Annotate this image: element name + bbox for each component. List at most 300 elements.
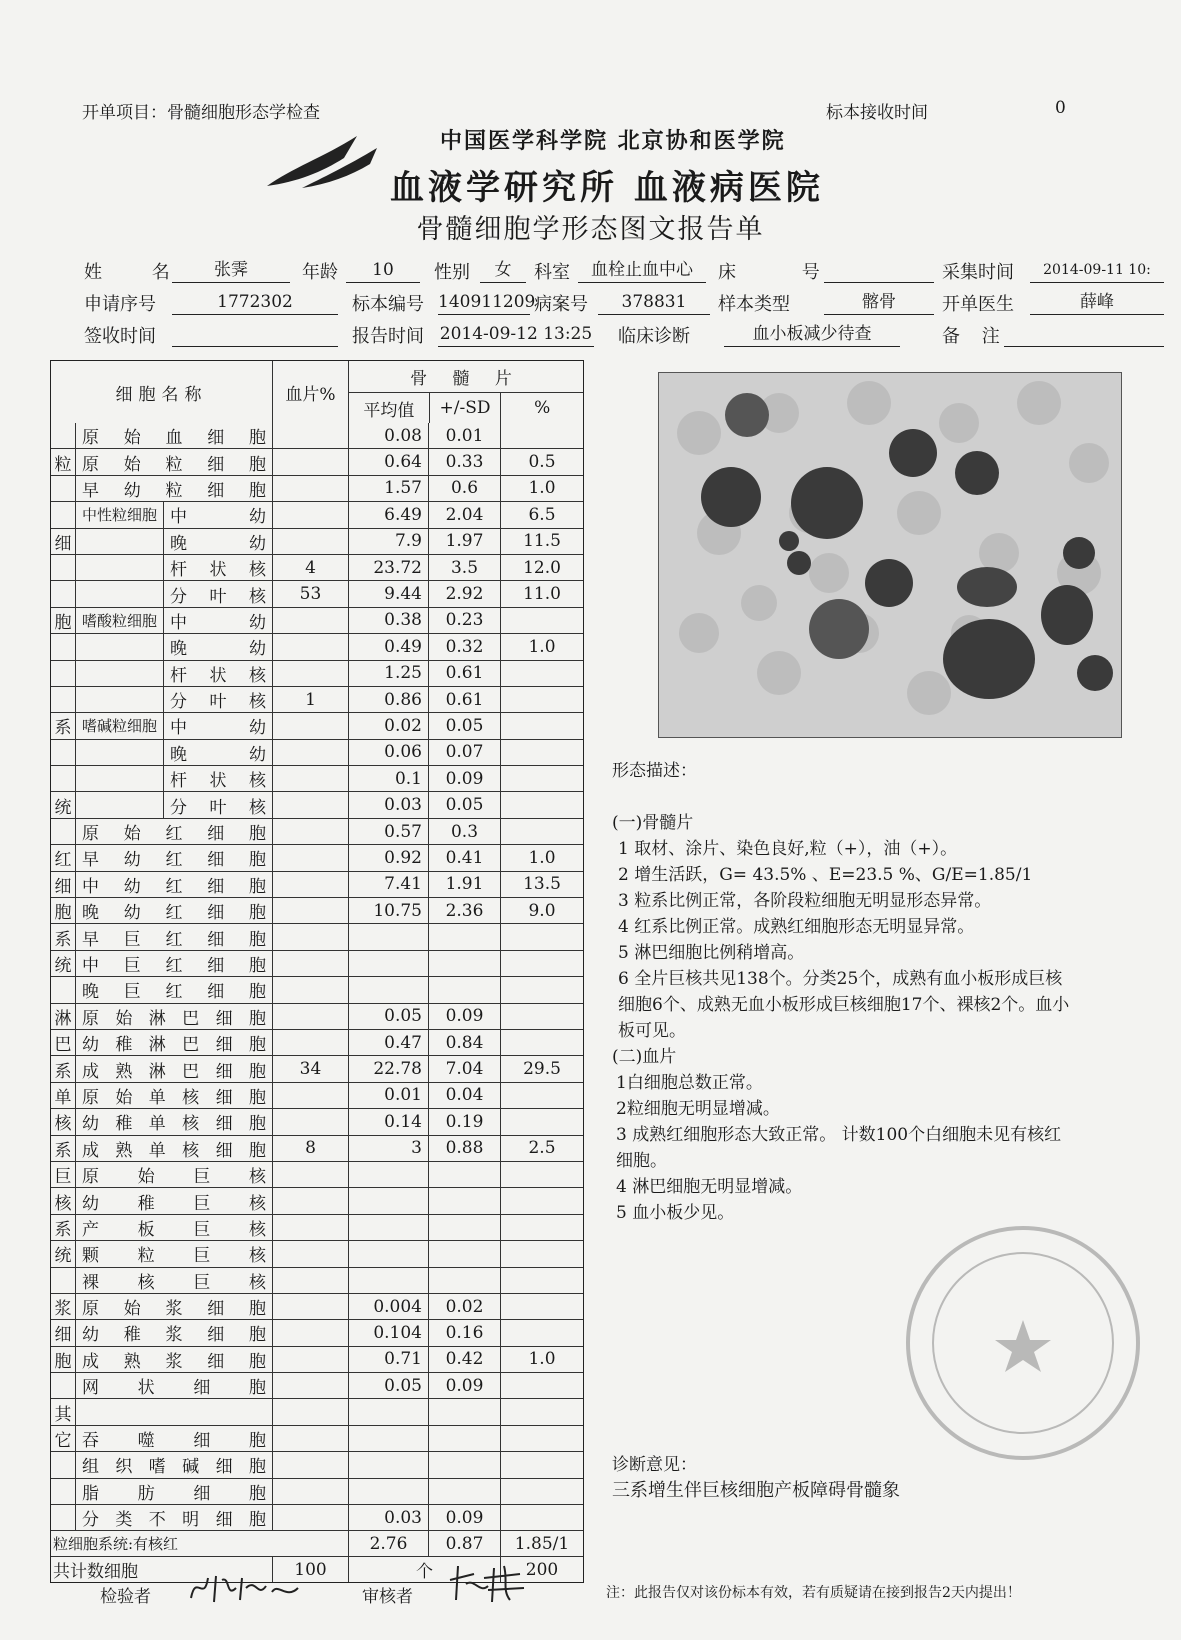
table-row <box>51 1346 583 1372</box>
marrow-findings <box>618 836 1069 1044</box>
cell-name: 颗 粒 巨 核 <box>75 1241 272 1266</box>
blood-pct <box>272 1505 348 1530</box>
report-time-value: 2014-09-12 13:25 <box>438 322 594 347</box>
marrow-sd <box>428 1399 500 1424</box>
receive-time-label: 标本接收时间 <box>826 103 928 123</box>
table-row <box>51 844 583 870</box>
reviewer-signature-icon <box>444 1560 534 1606</box>
marrow-sd: 0.3 <box>428 819 500 844</box>
table-row <box>51 1108 583 1134</box>
group-cell: 核 <box>54 1193 72 1214</box>
note-value <box>1004 322 1164 347</box>
marrow-mean <box>348 1426 428 1451</box>
marrow-pct <box>500 1426 583 1451</box>
cell-name: 分 叶 核 <box>163 687 272 712</box>
group-cell: 其 <box>54 1404 72 1425</box>
cell-name: 中 幼 <box>163 713 272 738</box>
group-cell <box>51 1479 75 1504</box>
blood-pct: 8 <box>272 1136 348 1161</box>
table-row <box>51 712 583 738</box>
blood-pct: 1 <box>272 687 348 712</box>
cell-name: 早 巨 红 细 胞 <box>75 924 272 949</box>
marrow-pct: 11.0 <box>500 581 583 606</box>
marrow-mean: 0.02 <box>348 713 428 738</box>
subgroup-cell <box>75 661 163 686</box>
dept-value: 血栓止血中心 <box>578 258 706 283</box>
header-blood: 血片% <box>272 361 348 423</box>
group-cell <box>51 476 75 501</box>
table-row <box>51 501 583 527</box>
marrow-finding: 板可见。 <box>618 1021 686 1041</box>
report-time-label: 报告时间 <box>352 326 424 347</box>
marrow-mean: 0.38 <box>348 608 428 633</box>
marrow-sd: 2.36 <box>428 898 500 923</box>
marrow-mean <box>348 1452 428 1477</box>
blood-pct <box>272 766 348 791</box>
marrow-mean: 0.01 <box>348 1083 428 1108</box>
group-cell: 细 <box>54 533 72 554</box>
table-row <box>51 1187 583 1213</box>
group-cell <box>51 581 75 606</box>
blood-pct <box>272 977 348 1002</box>
marrow-mean: 22.78 <box>348 1056 428 1081</box>
bed-value <box>824 258 934 283</box>
marrow-pct <box>500 1241 583 1266</box>
examiner-signature-icon <box>186 1568 306 1608</box>
table-row <box>51 791 583 817</box>
group-cell <box>51 555 75 580</box>
hospital-logo-icon <box>262 128 382 196</box>
cell-name: 中 幼 <box>163 608 272 633</box>
table-row <box>51 1055 583 1081</box>
subgroup-cell: 嗜酸粒细胞 <box>75 608 163 633</box>
marrow-pct: 0.5 <box>500 449 583 474</box>
marrow-pct <box>500 423 583 448</box>
sample-type-value: 髂骨 <box>824 290 934 315</box>
table-row <box>51 1240 583 1266</box>
table-row <box>51 1319 583 1345</box>
blood-finding: 细胞。 <box>616 1151 667 1171</box>
cell-name: 原 始 血 细 胞 <box>75 423 272 448</box>
group-cell: 浆 <box>54 1299 72 1320</box>
marrow-sd: 1.91 <box>428 872 500 897</box>
marrow-pct <box>500 1162 583 1187</box>
marrow-sd: 3.5 <box>428 555 500 580</box>
order-item: 开单项目：骨髓细胞形态学检查 <box>82 103 320 123</box>
reviewer-label: 审核者 <box>362 1587 413 1607</box>
cell-name: 晚 幼 <box>163 740 272 765</box>
marrow-sd: 0.23 <box>428 608 500 633</box>
marrow-pct: 1.0 <box>500 845 583 870</box>
group-cell <box>51 1452 75 1477</box>
marrow-mean: 0.08 <box>348 423 428 448</box>
table-row <box>51 554 583 580</box>
marrow-finding: 1 取材、涂片、染色良好,粒（+），油（+）。 <box>618 839 958 859</box>
table-row <box>51 633 583 659</box>
marrow-pct <box>500 608 583 633</box>
marrow-pct <box>500 1109 583 1134</box>
blood-pct <box>272 1030 348 1055</box>
sex-label: 性别 <box>434 262 470 283</box>
cell-name: 中 巨 红 细 胞 <box>75 951 272 976</box>
group-cell: 系 <box>54 929 72 950</box>
cell-name: 晚 巨 红 细 胞 <box>75 977 272 1002</box>
ratio-row <box>51 1530 583 1556</box>
sex-value: 女 <box>480 258 526 283</box>
cell-name: 分 类 不 明 细 胞 <box>75 1505 272 1530</box>
marrow-mean: 0.05 <box>348 1004 428 1029</box>
header-sd: +/-SD <box>429 393 501 423</box>
cell-name: 成 熟 浆 细 胞 <box>75 1347 272 1372</box>
marrow-mean: 0.47 <box>348 1030 428 1055</box>
group-cell <box>51 423 75 448</box>
doctor-label: 开单医生 <box>942 294 1014 315</box>
table-row <box>51 976 583 1002</box>
table-row <box>51 1372 583 1398</box>
group-cell: 系 <box>54 718 72 739</box>
table-row <box>51 1003 583 1029</box>
institution-line2: 血液学研究所 血液病医院 <box>390 168 824 208</box>
blood-finding: 4 淋巴细胞无明显增减。 <box>616 1177 803 1197</box>
cell-name: 幼 稚 淋 巴 细 胞 <box>75 1030 272 1055</box>
marrow-finding: 5 淋巴细胞比例稍增高。 <box>618 943 805 963</box>
diag-label: 临床诊断 <box>618 326 690 347</box>
marrow-sd <box>428 1479 500 1504</box>
marrow-pct <box>500 1479 583 1504</box>
marrow-mean: 0.03 <box>348 1505 428 1530</box>
cell-name: 杆 状 核 <box>163 661 272 686</box>
cell-name: 成 熟 单 核 细 胞 <box>75 1136 272 1161</box>
blood-pct <box>272 1452 348 1477</box>
marrow-mean: 0.64 <box>348 449 428 474</box>
blood-pct <box>272 1399 348 1424</box>
marrow-pct <box>500 951 583 976</box>
total-blood: 100 <box>272 1557 348 1582</box>
subgroup-cell <box>75 581 163 606</box>
bed-label: 床 号 <box>718 262 850 283</box>
blood-pct <box>272 713 348 738</box>
conclusion-label: 诊断意见： <box>612 1455 697 1475</box>
blood-pct <box>272 608 348 633</box>
case-label: 病案号 <box>534 294 588 315</box>
marrow-sd <box>428 924 500 949</box>
cell-count-table <box>50 360 584 1583</box>
bone-marrow-micrograph <box>658 372 1122 738</box>
blood-pct <box>272 502 348 527</box>
marrow-pct <box>500 713 583 738</box>
group-cell: 胞 <box>54 612 72 633</box>
conclusion-text: 三系增生伴巨核细胞产板障碍骨髓象 <box>612 1480 900 1501</box>
blood-pct <box>272 1188 348 1213</box>
marrow-mean: 3 <box>348 1136 428 1161</box>
marrow-pct <box>500 661 583 686</box>
cell-name: 幼 稚 单 核 细 胞 <box>75 1109 272 1134</box>
specimen-no-label: 标本编号 <box>352 294 424 315</box>
marrow-sd <box>428 1452 500 1477</box>
blood-pct <box>272 423 348 448</box>
marrow-mean: 9.44 <box>348 581 428 606</box>
group-cell: 胞 <box>54 903 72 924</box>
marrow-pct <box>500 1294 583 1319</box>
table-row <box>51 686 583 712</box>
marrow-sd <box>428 1241 500 1266</box>
dept-label: 科室 <box>534 262 570 283</box>
receive-time-value: 0 <box>1055 98 1066 118</box>
cell-name: 晚 幼 <box>163 634 272 659</box>
marrow-mean: 0.86 <box>348 687 428 712</box>
blood-pct <box>272 792 348 817</box>
age-label: 年龄 <box>302 262 338 283</box>
marrow-mean: 10.75 <box>348 898 428 923</box>
table-row <box>51 950 583 976</box>
marrow-mean <box>348 951 428 976</box>
marrow-sd <box>428 1268 500 1293</box>
marrow-mean: 0.92 <box>348 845 428 870</box>
blood-finding: 3 成熟红细胞形态大致正常。 计数100个白细胞未见有核红 <box>616 1125 1062 1145</box>
group-cell <box>51 1268 75 1293</box>
table-row <box>51 923 583 949</box>
specimen-no-value: 140911209 <box>438 290 530 315</box>
blood-pct <box>272 1373 348 1398</box>
marrow-pct <box>500 766 583 791</box>
ratio-sd: 0.87 <box>428 1531 500 1556</box>
blood-pct <box>272 661 348 686</box>
ratio-label: 粒细胞系统:有核红 <box>53 1535 179 1554</box>
marrow-pct: 1.0 <box>500 476 583 501</box>
marrow-mean: 0.49 <box>348 634 428 659</box>
group-cell: 单 <box>54 1087 72 1108</box>
req-label: 申请序号 <box>84 294 156 315</box>
marrow-sd <box>428 977 500 1002</box>
marrow-pct <box>500 819 583 844</box>
marrow-sd: 0.19 <box>428 1109 500 1134</box>
marrow-pct <box>500 740 583 765</box>
group-cell: 统 <box>54 797 72 818</box>
group-cell: 核 <box>54 1114 72 1135</box>
table-row <box>51 897 583 923</box>
cell-name: 网 状 细 胞 <box>75 1373 272 1398</box>
table-row <box>51 1267 583 1293</box>
seal-stamp <box>906 1226 1140 1460</box>
blood-pct <box>272 476 348 501</box>
marrow-title: (一)骨髓片 <box>612 813 694 833</box>
marrow-mean: 6.49 <box>348 502 428 527</box>
marrow-mean: 1.57 <box>348 476 428 501</box>
blood-pct <box>272 1479 348 1504</box>
marrow-sd: 2.04 <box>428 502 500 527</box>
cell-name: 晚 幼 红 细 胞 <box>75 898 272 923</box>
marrow-sd: 0.6 <box>428 476 500 501</box>
table-row <box>51 580 583 606</box>
marrow-sd <box>428 1188 500 1213</box>
blood-pct <box>272 529 348 554</box>
marrow-sd: 0.84 <box>428 1030 500 1055</box>
marrow-mean: 0.1 <box>348 766 428 791</box>
group-cell: 系 <box>54 1219 72 1240</box>
table-row <box>51 739 583 765</box>
cell-name <box>75 1399 272 1424</box>
group-cell: 系 <box>54 1061 72 1082</box>
marrow-mean <box>348 1215 428 1240</box>
table-row <box>51 1214 583 1240</box>
marrow-pct: 2.5 <box>500 1136 583 1161</box>
group-cell <box>51 819 75 844</box>
marrow-sd: 0.16 <box>428 1320 500 1345</box>
table-row <box>51 528 583 554</box>
header-pct: % <box>500 393 583 423</box>
blood-pct <box>272 1320 348 1345</box>
diag-value: 血小板减少待查 <box>724 322 900 347</box>
cell-name: 原 始 浆 细 胞 <box>75 1294 272 1319</box>
cell-name: 早 幼 粒 细 胞 <box>75 476 272 501</box>
note-label: 备 注 <box>942 326 1008 347</box>
cell-name: 原 始 淋 巴 细 胞 <box>75 1004 272 1029</box>
blood-title: (二)血片 <box>612 1047 677 1067</box>
subgroup-cell <box>75 766 163 791</box>
marrow-sd: 0.61 <box>428 687 500 712</box>
table-row <box>51 1478 583 1504</box>
marrow-pct <box>500 924 583 949</box>
group-cell: 粒 <box>54 454 72 475</box>
group-cell <box>51 661 75 686</box>
blood-pct <box>272 1347 348 1372</box>
group-cell: 红 <box>54 850 72 871</box>
group-cell <box>51 1373 75 1398</box>
marrow-mean <box>348 1162 428 1187</box>
group-cell: 它 <box>54 1431 72 1452</box>
marrow-mean <box>348 924 428 949</box>
marrow-sd: 0.02 <box>428 1294 500 1319</box>
collect-value: 2014-09-11 10: <box>1030 258 1164 283</box>
table-row <box>51 1425 583 1451</box>
group-cell: 系 <box>54 1140 72 1161</box>
marrow-mean <box>348 977 428 1002</box>
group-cell <box>51 740 75 765</box>
blood-pct <box>272 1426 348 1451</box>
blood-finding: 2粒细胞无明显增减。 <box>616 1099 780 1119</box>
group-cell <box>51 687 75 712</box>
cell-name: 早 幼 红 细 胞 <box>75 845 272 870</box>
marrow-pct: 29.5 <box>500 1056 583 1081</box>
marrow-pct <box>500 1399 583 1424</box>
name-label: 姓 名 <box>84 262 192 283</box>
table-row <box>51 448 583 474</box>
cell-name: 组 织 嗜 碱 细 胞 <box>75 1452 272 1477</box>
marrow-sd: 0.01 <box>428 423 500 448</box>
subgroup-cell: 中性粒细胞 <box>75 502 163 527</box>
marrow-pct <box>500 1004 583 1029</box>
marrow-pct: 13.5 <box>500 872 583 897</box>
cell-name: 幼 稚 浆 细 胞 <box>75 1320 272 1345</box>
marrow-pct <box>500 1452 583 1477</box>
marrow-pct <box>500 687 583 712</box>
subgroup-cell <box>75 634 163 659</box>
marrow-pct <box>500 1505 583 1530</box>
blood-pct: 34 <box>272 1056 348 1081</box>
marrow-finding: 3 粒系比例正常，各阶段粒细胞无明显形态异常。 <box>618 891 992 911</box>
cell-name: 成 熟 淋 巴 细 胞 <box>75 1056 272 1081</box>
marrow-pct <box>500 1320 583 1345</box>
blood-pct <box>272 1294 348 1319</box>
marrow-sd: 0.42 <box>428 1347 500 1372</box>
blood-pct: 4 <box>272 555 348 580</box>
ratio-pct: 1.85/1 <box>500 1531 583 1556</box>
examiner-label: 检验者 <box>100 1587 151 1607</box>
marrow-mean: 0.004 <box>348 1294 428 1319</box>
subgroup-cell <box>75 529 163 554</box>
table-row <box>51 871 583 897</box>
group-cell: 细 <box>54 876 72 897</box>
cell-name: 杆 状 核 <box>163 766 272 791</box>
table-row <box>51 1504 583 1530</box>
marrow-sd: 0.04 <box>428 1083 500 1108</box>
marrow-sd: 0.09 <box>428 1505 500 1530</box>
marrow-mean: 7.41 <box>348 872 428 897</box>
cell-name: 中 幼 红 细 胞 <box>75 872 272 897</box>
subgroup-cell <box>75 555 163 580</box>
header-mean: 平均值 <box>363 400 415 421</box>
marrow-mean: 0.71 <box>348 1347 428 1372</box>
blood-pct <box>272 1083 348 1108</box>
marrow-sd: 0.07 <box>428 740 500 765</box>
blood-pct <box>272 1241 348 1266</box>
marrow-sd: 2.92 <box>428 581 500 606</box>
group-cell: 统 <box>54 1246 72 1267</box>
marrow-sd <box>428 1162 500 1187</box>
cell-name: 脂 肪 细 胞 <box>75 1479 272 1504</box>
marrow-sd <box>428 1215 500 1240</box>
name-value: 张霁 <box>172 258 290 283</box>
blood-findings <box>616 1070 1061 1226</box>
marrow-mean: 0.06 <box>348 740 428 765</box>
subgroup-cell <box>75 740 163 765</box>
cell-name: 原 始 巨 核 <box>75 1162 272 1187</box>
report-title: 骨髓细胞学形态图文报告单 <box>416 214 765 245</box>
total-label: 共计数细胞 <box>53 1562 138 1583</box>
blood-pct <box>272 872 348 897</box>
blood-pct: 53 <box>272 581 348 606</box>
table-row <box>51 765 583 791</box>
marrow-mean: 0.14 <box>348 1109 428 1134</box>
marrow-mean <box>348 1268 428 1293</box>
table-row <box>51 1082 583 1108</box>
table-row <box>51 1135 583 1161</box>
doctor-value: 薛峰 <box>1030 290 1164 315</box>
marrow-pct: 11.5 <box>500 529 583 554</box>
marrow-pct: 12.0 <box>500 555 583 580</box>
blood-pct <box>272 845 348 870</box>
table-row <box>51 423 583 448</box>
marrow-sd: 0.33 <box>428 449 500 474</box>
blood-pct <box>272 1162 348 1187</box>
marrow-sd: 0.41 <box>428 845 500 870</box>
marrow-sd: 7.04 <box>428 1056 500 1081</box>
marrow-pct: 6.5 <box>500 502 583 527</box>
description-title: 形态描述： <box>612 761 697 781</box>
marrow-mean: 23.72 <box>348 555 428 580</box>
group-cell: 胞 <box>54 1351 72 1372</box>
marrow-pct <box>500 1268 583 1293</box>
marrow-mean <box>348 1479 428 1504</box>
blood-pct <box>272 951 348 976</box>
marrow-mean: 0.57 <box>348 819 428 844</box>
marrow-sd: 0.09 <box>428 1004 500 1029</box>
cell-name: 中 幼 <box>163 502 272 527</box>
cell-name: 吞 噬 细 胞 <box>75 1426 272 1451</box>
blood-finding: 5 血小板少见。 <box>616 1203 735 1223</box>
cell-name: 原 始 红 细 胞 <box>75 819 272 844</box>
group-cell <box>51 977 75 1002</box>
